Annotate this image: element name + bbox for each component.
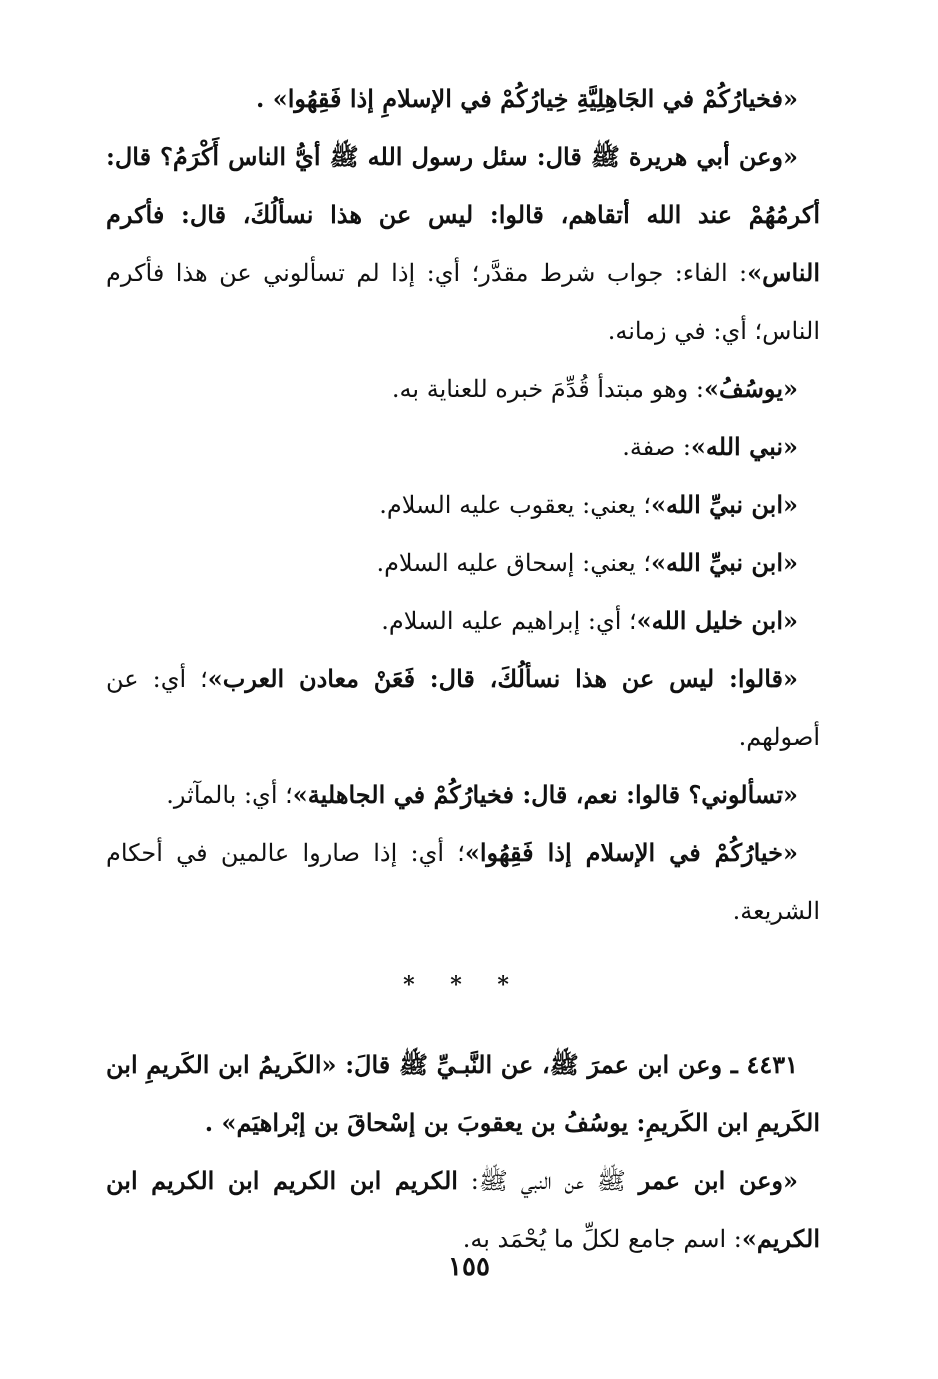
quote-term: «ابن خليل الله» — [636, 606, 798, 635]
commentary-text: ؛ أي: عن أصولهم. — [106, 665, 820, 751]
commentary-text: : اسم جامع لكلِّ ما يُحْمَد به. — [462, 1225, 742, 1253]
commentary-nabi-allah — [106, 418, 798, 476]
quote-term: «ابن نبيِّ الله» — [650, 490, 798, 519]
commentary-jahiliyya — [106, 766, 798, 824]
quote-term: «يوسُفُ» — [703, 374, 798, 403]
quote-term: «ابن نبيِّ الله» — [650, 548, 798, 577]
quote-term: «تسألوني؟ قالوا: نعم، قال: فخيارُكُمْ في الجاهلية» — [292, 780, 798, 809]
quote-term: «قالوا: ليس عن هذا نسألُكَ، قال: فَعَنْ معادن العرب» — [207, 664, 798, 693]
hadith-4431 — [106, 1036, 820, 1152]
page-number: ١٥٥ — [448, 1252, 490, 1282]
commentary-karim — [106, 1152, 820, 1268]
commentary-maadin — [106, 650, 820, 766]
commentary-islam — [106, 824, 820, 940]
quote-term: «نبي الله» — [690, 432, 798, 461]
commentary-text: ؛ يعني: يعقوب عليه السلام. — [379, 491, 651, 519]
commentary-yusuf — [106, 360, 798, 418]
hadith-line-1 — [106, 70, 798, 128]
commentary-text: ؛ أي: بالمآثر. — [166, 781, 293, 809]
hadith-quote: «وعن أبي هريرة ﷺ قال: سئل رسول الله ﷺ أيُّ الناس أَكْرَمُ؟ قال: أكرمُهُمْ عند الله أتقاهم، قالوا: ليس عن هذا نسألُكَ، قال: فأكرم الناس» — [106, 142, 820, 287]
commentary-text: ؛ أي: إذا صاروا عالمين في أحكام الشريعة. — [106, 839, 820, 925]
hadith-text: ٤٤٣١ ـ وعن ابن عمرَ ﷺ، عن النَّبـيِّ ﷺ قالَ: «الكَريمُ ابن الكَريمِ ابن الكَريمِ ابن الكَريمِ: يوسُفُ بن يعقوبَ بن إسْحاقَ بن إبْراهيَم» . — [106, 1050, 820, 1137]
commentary-text: ؛ يعني: إسحاق عليه السلام. — [376, 549, 651, 577]
quote-term: «وعن ابن عمر — [638, 1166, 798, 1195]
commentary-ishaq — [106, 534, 798, 592]
quote-term: الكريم ابن الكريم ابن الكريم ابن الكريم» — [106, 1166, 820, 1253]
hadith-text: «فخيارُكُمْ في الجَاهِلِيَّةِ خِيارُكُمْ في الإسلامِ إذا فَقِهُوا» . — [256, 84, 798, 113]
quote-term: «خيارُكُمْ في الإسلام إذا فَقِهُوا» — [464, 838, 799, 867]
commentary-yaqub — [106, 476, 798, 534]
commentary-text: ﷺ عن النبي ﷺ: — [457, 1167, 639, 1195]
commentary-text: : صفة. — [622, 433, 691, 461]
commentary-paragraph-2 — [106, 128, 820, 360]
section-separator: * * * — [403, 972, 523, 998]
commentary-text: : الفاء: جواب شرط مقدَّر؛ أي: إذا لم تسألوني عن هذا فأكرم الناس؛ أي: في زمانه. — [106, 259, 820, 345]
commentary-text: ؛ أي: إبراهيم عليه السلام. — [381, 607, 637, 635]
commentary-text: : وهو مبتدأ قُدِّمَ خبره للعناية به. — [391, 375, 704, 403]
commentary-ibrahim — [106, 592, 798, 650]
